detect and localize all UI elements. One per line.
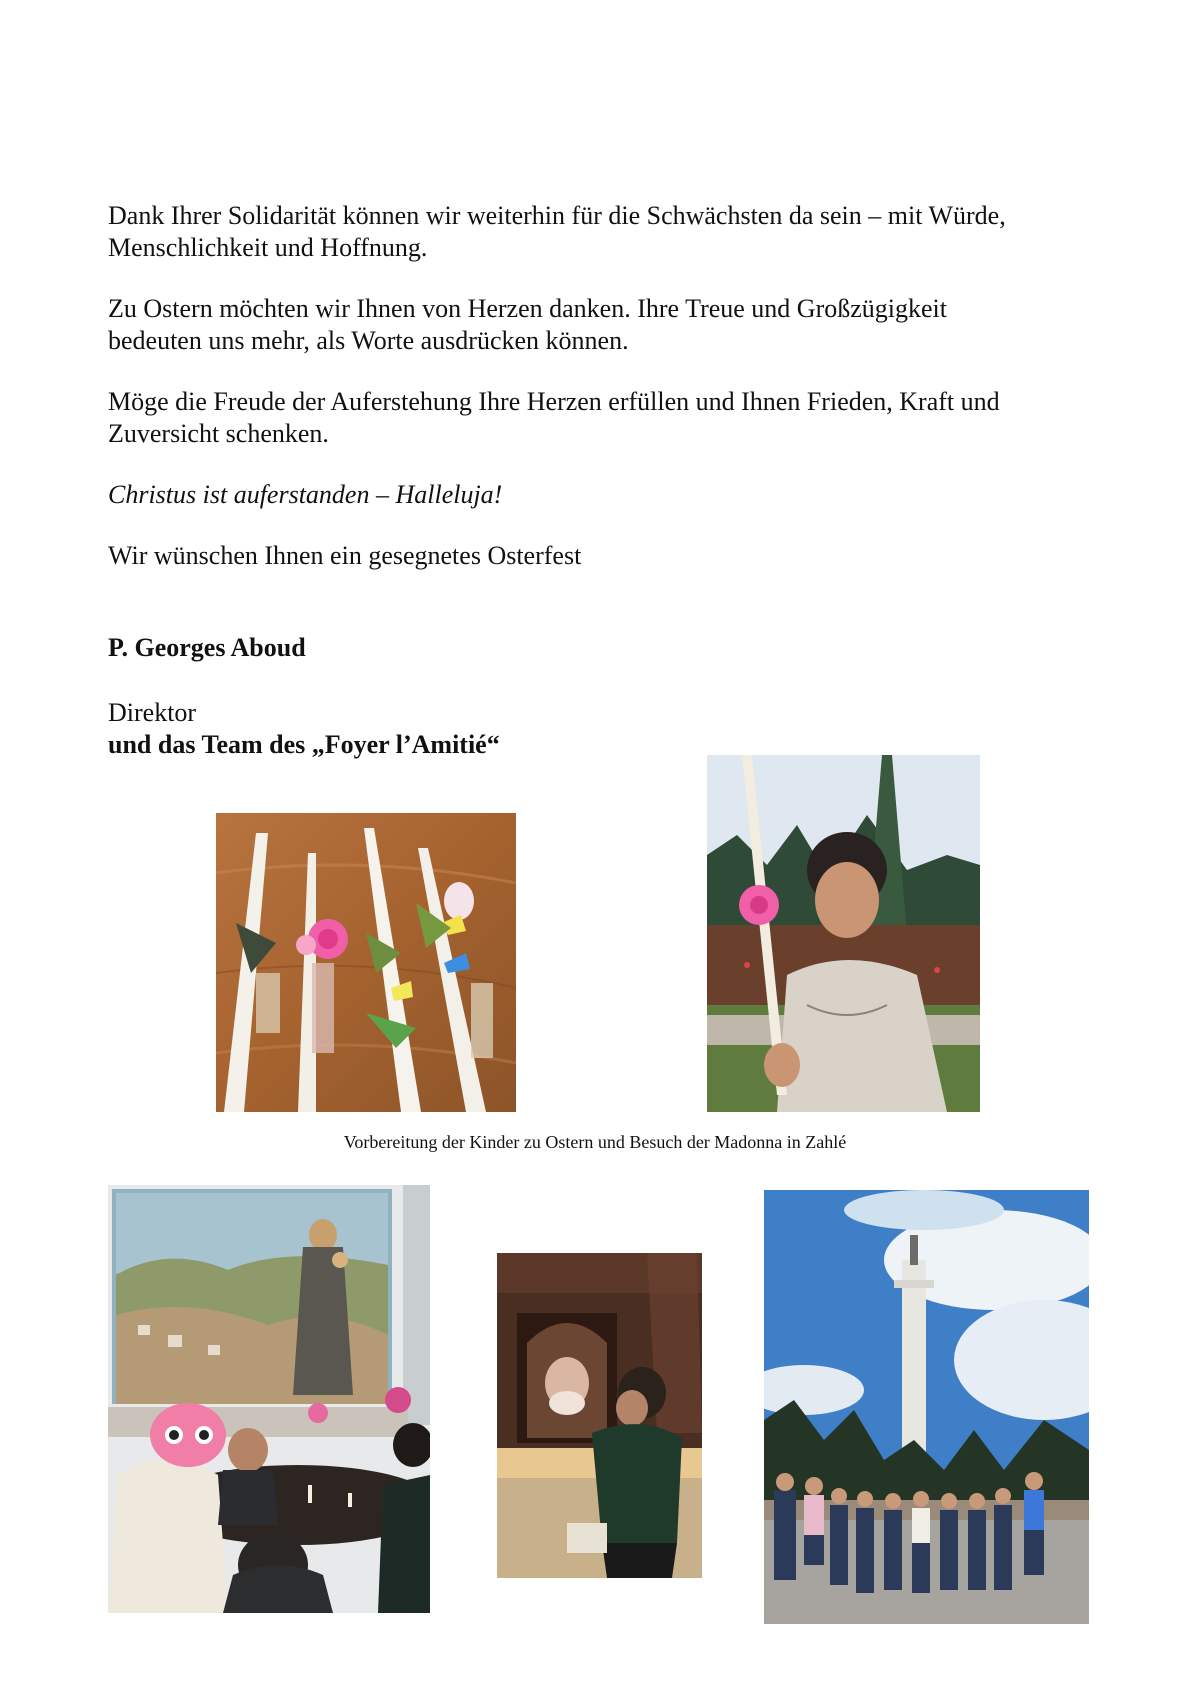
paragraph-resurrection-line-2: Zuversicht schenken. bbox=[108, 419, 329, 448]
child-photo-icon bbox=[707, 755, 980, 1112]
paragraph-easter-thanks bbox=[108, 293, 1098, 357]
paragraph-resurrection bbox=[108, 386, 1098, 450]
signature-team: und das Team des „Foyer l’Amitié“ bbox=[108, 730, 500, 759]
paragraph-resurrection-line-1: Möge die Freude der Auferstehung Ihre Herzen erfüllen und Ihnen Frieden, Kraft und bbox=[108, 387, 1000, 416]
paragraph-solidarity bbox=[108, 200, 1098, 264]
signature-name: P. Georges Aboud bbox=[108, 633, 306, 662]
easter-candles-photo bbox=[216, 813, 516, 1112]
shrine-photo-icon bbox=[497, 1253, 702, 1578]
group-photo-icon bbox=[764, 1190, 1089, 1624]
paragraph-solidarity-line-2: Menschlichkeit und Hoffnung. bbox=[108, 233, 428, 262]
candles-photo-icon bbox=[216, 813, 516, 1112]
painting-photo-icon bbox=[108, 1185, 430, 1613]
group-at-tower-photo bbox=[764, 1190, 1089, 1624]
paragraph-easter-thanks-line-1: Zu Ostern möchten wir Ihnen von Herzen danken. Ihre Treue und Großzügigkeit bbox=[108, 294, 947, 323]
signature-role: Direktor bbox=[108, 698, 197, 727]
boy-at-shrine-photo bbox=[497, 1253, 702, 1578]
madonna-painting-photo bbox=[108, 1185, 430, 1613]
photo-caption: Vorbereitung der Kinder zu Ostern und Besuch der Madonna in Zahlé bbox=[343, 1132, 847, 1152]
easter-wish: Wir wünschen Ihnen ein gesegnetes Osterfest bbox=[108, 541, 582, 570]
paragraph-solidarity-line-1: Dank Ihrer Solidarität können wir weiterhin für die Schwächsten da sein – mit Würde, bbox=[108, 201, 1006, 230]
paragraph-easter-thanks-line-2: bedeuten uns mehr, als Worte ausdrücken können. bbox=[108, 326, 629, 355]
girl-with-candle-photo bbox=[707, 755, 980, 1112]
blessing-line: Christus ist auferstanden – Halleluja! bbox=[108, 480, 503, 509]
